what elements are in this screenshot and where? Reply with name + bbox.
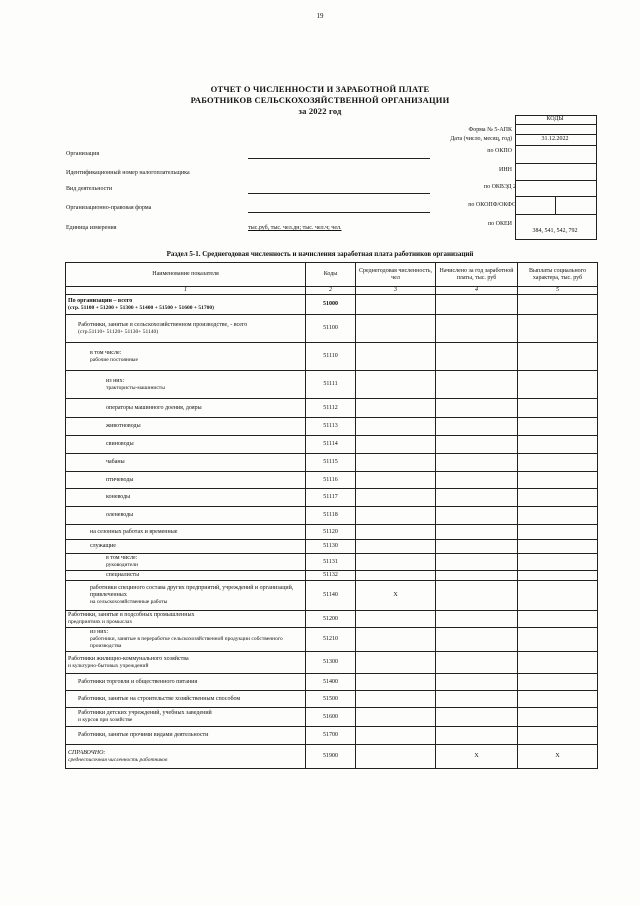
value-cell-c5[interactable] [518,472,598,489]
row-code: 51120 [306,525,356,540]
row-code: 51114 [306,436,356,454]
value-cell-c5[interactable] [518,399,598,418]
table-row [66,554,598,571]
value-cell-c5[interactable] [518,295,598,315]
table-row [66,295,598,315]
row-code: 51130 [306,540,356,554]
taxpayer-id-label: Идентификационный номер налогоплательщика [66,170,190,176]
row-label: из них: [90,629,109,635]
organization-label: Организация [66,151,100,157]
unit-value: тыс.руб, тыс. чел.дн; тыс. чел.ч; чел. [248,225,342,231]
table-row [66,489,598,507]
table-row [66,315,598,343]
row-label: служащие [90,543,116,549]
row-label: из них: [106,377,125,384]
row-code: 51118 [306,507,356,525]
row-label: По организации – всего [68,297,133,304]
table-row [66,674,598,691]
row-label-cell [66,371,306,399]
report-title-line1: ОТЧЕТ О ЧИСЛЕННОСТИ И ЗАРАБОТНОЙ ПЛАТЕ [210,84,430,94]
value-cell-c4[interactable] [436,343,518,371]
value-cell-c3[interactable] [356,525,436,540]
inn-label: ИНН [499,167,512,173]
report-title-line2: РАБОТНИКОВ СЕЛЬСКОХОЗЯЙСТВЕННОЙ ОРГАНИЗАЦИИ [190,95,450,105]
value-cell-c5[interactable] [518,454,598,472]
row-label-cell [66,652,306,674]
row-code: 51300 [306,652,356,674]
row-label-cell [66,581,306,611]
value-cell-c3[interactable] [356,691,436,708]
okpo-label: по ОКПО [487,148,512,154]
row-label: Работники, занятые на строительстве хозяйственным способом [78,695,241,702]
table-row [66,507,598,525]
value-cell-c5[interactable] [518,581,598,611]
header-social: Выплаты социального характера, тыс. руб [518,263,598,287]
date-value: 31.12.2022 [541,136,569,142]
value-cell-c4[interactable] [436,454,518,472]
value-cell-c5[interactable] [518,371,598,399]
row-code: 51700 [306,727,356,745]
form-label: Форма № 5-АПК [468,127,512,133]
value-cell-c3[interactable] [356,652,436,674]
table-row [66,540,598,554]
row-label: работники специного состава других предприятий, учреждений и организаций, привлеченных [90,585,294,598]
row-label-cell [66,727,306,745]
value-cell-c4[interactable] [436,581,518,611]
row-code: 51110 [306,343,356,371]
row-sublabel: и курсов при хозяйстве [78,717,133,723]
value-cell-c4[interactable] [436,371,518,399]
row-code: 51132 [306,571,356,581]
value-cell-c4[interactable] [436,472,518,489]
report-period: за 2022 год [298,106,342,116]
value-cell-c3[interactable] [356,454,436,472]
table-row [66,628,598,652]
value-cell-c3[interactable] [356,628,436,652]
page-number: 19 [316,12,324,20]
row-sublabel: трактористы-машинисты [106,384,165,391]
row-sublabel: среднесписочная численность работников [68,756,168,763]
value-cell-c3[interactable] [356,315,436,343]
row-code: 51200 [306,611,356,628]
value-cell-c4[interactable] [436,554,518,571]
column-numbers-row [66,287,598,295]
activity-label: Вид деятельности [66,186,113,192]
value-cell-c4[interactable] [436,571,518,581]
value-cell-c3[interactable] [356,295,436,315]
row-label-cell [66,674,306,691]
value-cell-c3[interactable] [356,745,436,769]
value-cell-c4[interactable] [436,708,518,727]
value-cell-c4[interactable] [436,489,518,507]
value-cell-c4[interactable]: X [436,745,518,769]
row-label: на сезонных работах и временные [90,528,178,535]
col-num-1: 1 [66,287,306,295]
value-cell-c5[interactable] [518,343,598,371]
value-cell-c4[interactable] [436,436,518,454]
row-code: 51900 [306,745,356,769]
row-label: в том числе: [90,349,122,356]
row-label-cell [66,540,306,554]
table-row [66,436,598,454]
value-cell-c3[interactable]: X [356,581,436,611]
header-indicator: Наименование показателя [66,263,306,287]
value-cell-c4[interactable] [436,727,518,745]
row-code: 51400 [306,674,356,691]
row-code: 51117 [306,489,356,507]
value-cell-c4[interactable] [436,611,518,628]
table-row [66,581,598,611]
value-cell-c4[interactable] [436,315,518,343]
value-cell-c4[interactable] [436,691,518,708]
table-row [66,343,598,371]
value-cell-c3[interactable] [356,472,436,489]
value-cell-c4[interactable] [436,418,518,436]
table-header-row [66,263,598,287]
col-num-3: 3 [356,287,436,295]
value-cell-c3[interactable] [356,554,436,571]
value-cell-c5[interactable] [518,489,598,507]
value-cell-c5[interactable] [518,571,598,581]
value-cell-c5[interactable] [518,708,598,727]
header-codes: Коды [306,263,356,287]
row-label: чабаны [106,459,125,465]
value-cell-c5[interactable] [518,611,598,628]
value-cell-c3[interactable] [356,436,436,454]
table-row [66,611,598,628]
value-cell-c5[interactable] [518,315,598,343]
row-label-cell [66,611,306,628]
row-code: 51100 [306,315,356,343]
table-row [66,571,598,581]
row-label-cell [66,691,306,708]
row-sublabel: предприятиях и промыслах [68,619,133,625]
table-row [66,691,598,708]
col-num-5: 5 [518,287,598,295]
value-cell-c4[interactable] [436,399,518,418]
value-cell-c5[interactable] [518,418,598,436]
okved-label: по ОКВЭД 2 [483,184,516,190]
row-label-cell [66,628,306,652]
value-cell-c5[interactable] [518,525,598,540]
row-label: оленеводы [106,512,134,518]
row-sublabel: руководители [106,562,138,568]
value-cell-c3[interactable] [356,727,436,745]
row-label-cell [66,525,306,540]
row-label-cell [66,571,306,581]
row-sublabel: (стр.51110+ 51120+ 51130+ 51140) [78,328,159,335]
row-code: 51140 [306,581,356,611]
value-cell-c5[interactable] [518,691,598,708]
value-cell-c5[interactable] [518,652,598,674]
table-row [66,371,598,399]
row-label-cell [66,708,306,727]
row-sublabel: (стр. 51100 + 51200 + 51300 + 51400 + 51500 + 51600 + 51700) [68,304,214,311]
okei-value: 384, 541, 542, 792 [532,228,578,234]
value-cell-c5[interactable] [518,436,598,454]
row-code: 51112 [306,399,356,418]
value-cell-c5[interactable] [518,674,598,691]
row-label: специалисты [106,572,140,578]
value-cell-c5[interactable]: X [518,745,598,769]
header-avg-headcount: Среднегодовая численность, чел [356,263,436,287]
row-sublabel: и культурно-бытовых учреждений [68,662,149,669]
value-cell-c3[interactable] [356,371,436,399]
value-cell-c3[interactable] [356,540,436,554]
table-row [66,727,598,745]
value-cell-c3[interactable] [356,611,436,628]
table-row [66,472,598,489]
col-num-2: 2 [306,287,356,295]
table-row [66,399,598,418]
value-cell-c3[interactable] [356,507,436,525]
row-label-cell [66,489,306,507]
table-row [66,525,598,540]
row-label: коневоды [106,494,131,500]
legal-form-label: Организационно-правовая форма [66,205,152,211]
row-label: Работники, занятые прочими видами деятельности [78,732,209,738]
row-code: 51115 [306,454,356,472]
value-cell-c3[interactable] [356,418,436,436]
table-row [66,652,598,674]
row-code: 51210 [306,628,356,652]
row-code: 51000 [306,295,356,315]
col-num-4: 4 [436,287,518,295]
row-code: 51113 [306,418,356,436]
row-label-cell [66,454,306,472]
value-cell-c5[interactable] [518,554,598,571]
row-label: Работники, занятые в сельскохозяйственном производстве, - всего [78,321,248,328]
value-cell-c5[interactable] [518,727,598,745]
date-label: Дата (число, месяц, год) [450,136,512,142]
value-cell-c4[interactable] [436,295,518,315]
value-cell-c4[interactable] [436,652,518,674]
row-label: СПРАВОЧНО: [68,749,106,756]
row-label: животноводы [106,423,141,429]
value-cell-c3[interactable] [356,708,436,727]
row-label: свиноводы [106,441,134,447]
value-cell-c4[interactable] [436,628,518,652]
okopf-label: по ОКОПФ/ОКФС [468,202,516,208]
row-label-cell [66,399,306,418]
value-cell-c5[interactable] [518,507,598,525]
row-sublabel: на сельскохозяйственные работы [90,599,168,605]
value-cell-c3[interactable] [356,674,436,691]
value-cell-c4[interactable] [436,525,518,540]
codes-header: КОДЫ [546,116,564,122]
row-label: Работники детских учреждений, учебных заведений [78,710,212,716]
table-row [66,418,598,436]
row-label-cell [66,315,306,343]
header-salary: Начислено за год заработной платы, тыс. руб [436,263,518,287]
row-code: 51116 [306,472,356,489]
row-label-cell [66,554,306,571]
main-table [65,262,598,769]
row-code: 51131 [306,554,356,571]
table-row [66,454,598,472]
value-cell-c5[interactable] [518,628,598,652]
row-code: 51500 [306,691,356,708]
section-title: Раздел 5-1. Среднегодовая численность и начисления заработная плата работников организаций [166,250,474,258]
table-row [66,708,598,727]
value-cell-c3[interactable] [356,343,436,371]
okei-label: по ОКЕИ [487,221,512,227]
row-label-cell [66,418,306,436]
row-label-cell [66,472,306,489]
value-cell-c3[interactable] [356,399,436,418]
row-label-cell [66,295,306,315]
row-label: птичеводы [106,476,134,483]
value-cell-c4[interactable] [436,507,518,525]
row-label: в том числе: [106,555,138,561]
row-label: Работники жилищно-коммунального хозяйства [68,655,189,662]
row-label: операторы машинного доения, дояры [106,404,202,411]
row-code: 51111 [306,371,356,399]
row-code: 51600 [306,708,356,727]
row-label-cell [66,343,306,371]
row-sublabel: работники, занятые в переработке сельскохозяйственной продукции собственного производства [90,636,283,649]
value-cell-c3[interactable] [356,571,436,581]
unit-label: Единица измерения [66,225,117,231]
row-label-cell [66,436,306,454]
table-row [66,745,598,769]
row-sublabel: рабочие постоянные [90,356,138,363]
row-label: Работники, занятые в подсобных промышленных [68,612,195,618]
value-cell-c3[interactable] [356,489,436,507]
row-label-cell [66,507,306,525]
value-cell-c4[interactable] [436,674,518,691]
value-cell-c4[interactable] [436,540,518,554]
row-label: Работники торговли и общественного питания [78,678,198,685]
value-cell-c5[interactable] [518,540,598,554]
row-label-cell [66,745,306,769]
